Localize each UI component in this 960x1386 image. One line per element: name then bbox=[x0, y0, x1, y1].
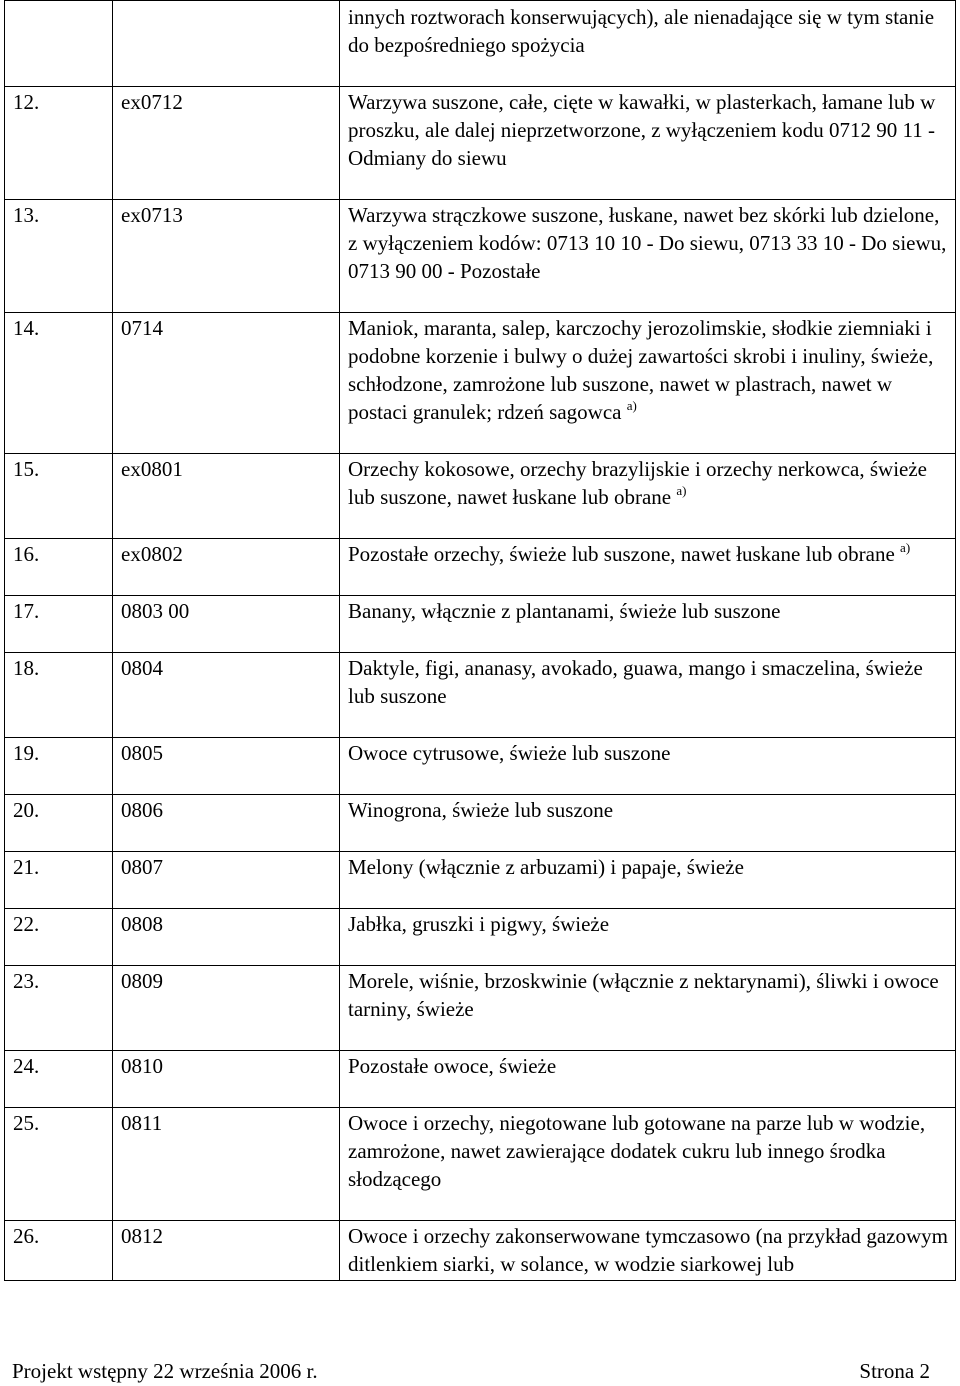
row-number: 21. bbox=[5, 852, 113, 909]
row-description-text: Morele, wiśnie, brzoskwinie (włącznie z nektarynami), śliwki i owoce tarniny, świeże bbox=[348, 969, 939, 1021]
row-code: 0812 bbox=[113, 1221, 340, 1281]
table-row bbox=[5, 909, 956, 966]
table-row bbox=[5, 1221, 956, 1281]
row-description bbox=[340, 87, 956, 200]
row-code bbox=[113, 1, 340, 87]
row-number: 14. bbox=[5, 313, 113, 454]
row-description bbox=[340, 1108, 956, 1221]
page-footer bbox=[12, 1357, 930, 1385]
row-number: 26. bbox=[5, 1221, 113, 1281]
table-row bbox=[5, 539, 956, 596]
table-row bbox=[5, 1, 956, 87]
row-description bbox=[340, 313, 956, 454]
table-row bbox=[5, 596, 956, 653]
row-number: 17. bbox=[5, 596, 113, 653]
table-row bbox=[5, 87, 956, 200]
row-number: 20. bbox=[5, 795, 113, 852]
row-code: 0805 bbox=[113, 738, 340, 795]
row-description bbox=[340, 966, 956, 1051]
table-row bbox=[5, 852, 956, 909]
row-number: 24. bbox=[5, 1051, 113, 1108]
row-description-text: Warzywa suszone, całe, cięte w kawałki, w plasterkach, łamane lub w proszku, ale dalej nieprzetworzone, z wyłączeniem kodu 0712 90 11 - Odmiany do siewu bbox=[348, 90, 936, 170]
row-description-text: Pozostałe owoce, świeże bbox=[348, 1054, 557, 1078]
table-row bbox=[5, 1108, 956, 1221]
row-code: ex0802 bbox=[113, 539, 340, 596]
row-description-text: Owoce i orzechy zakonserwowane tymczasowo (na przykład gazowym ditlenkiem siarki, w solance, w wodzie siarkowej lub bbox=[348, 1224, 949, 1276]
row-number: 23. bbox=[5, 966, 113, 1051]
products-table-body bbox=[5, 1, 956, 1281]
row-description-text: Pozostałe orzechy, świeże lub suszone, nawet łuskane lub obrane bbox=[348, 542, 895, 566]
row-number: 13. bbox=[5, 200, 113, 313]
table-row bbox=[5, 313, 956, 454]
row-description-text: Banany, włącznie z plantanami, świeże lub suszone bbox=[348, 599, 781, 623]
row-number: 16. bbox=[5, 539, 113, 596]
row-code: 0803 00 bbox=[113, 596, 340, 653]
row-description bbox=[340, 200, 956, 313]
footnote-marker: a) bbox=[676, 483, 687, 498]
row-code: 0804 bbox=[113, 653, 340, 738]
footer-page-number: Strona 2 bbox=[859, 1359, 930, 1383]
row-description bbox=[340, 1221, 956, 1281]
row-code: 0807 bbox=[113, 852, 340, 909]
footnote-marker: a) bbox=[900, 540, 911, 555]
row-description-text: Melony (włącznie z arbuzami) i papaje, świeże bbox=[348, 855, 744, 879]
table-row bbox=[5, 1051, 956, 1108]
row-number: 12. bbox=[5, 87, 113, 200]
row-code: 0808 bbox=[113, 909, 340, 966]
row-description bbox=[340, 454, 956, 539]
table-row bbox=[5, 795, 956, 852]
table-row bbox=[5, 738, 956, 795]
row-description bbox=[340, 909, 956, 966]
table-row bbox=[5, 200, 956, 313]
row-code: 0809 bbox=[113, 966, 340, 1051]
row-number bbox=[5, 1, 113, 87]
footnote-marker: a) bbox=[626, 398, 637, 413]
row-number: 22. bbox=[5, 909, 113, 966]
row-code: ex0713 bbox=[113, 200, 340, 313]
row-description bbox=[340, 539, 956, 596]
row-code: ex0712 bbox=[113, 87, 340, 200]
row-description bbox=[340, 738, 956, 795]
row-description bbox=[340, 1051, 956, 1108]
table-row bbox=[5, 966, 956, 1051]
row-description-text: Jabłka, gruszki i pigwy, świeże bbox=[348, 912, 610, 936]
row-description-text: Orzechy kokosowe, orzechy brazylijskie i orzechy nerkowca, świeże lub suszone, nawet łuskane lub obrane bbox=[348, 457, 927, 509]
row-description-text: Winogrona, świeże lub suszone bbox=[348, 798, 614, 822]
row-code: 0714 bbox=[113, 313, 340, 454]
row-number: 15. bbox=[5, 454, 113, 539]
row-description-text: Warzywa strączkowe suszone, łuskane, nawet bez skórki lub dzielone, z wyłączeniem kodów: 0713 10 10 - Do siewu, 0713 33 10 - Do siewu, 0713 90 00 - Pozostałe bbox=[348, 203, 947, 283]
row-code: 0810 bbox=[113, 1051, 340, 1108]
row-description-text: Owoce cytrusowe, świeże lub suszone bbox=[348, 741, 671, 765]
row-description-text: innych roztworach konserwujących), ale nienadające się w tym stanie do bezpośredniego spożycia bbox=[348, 5, 935, 57]
row-description-text: Maniok, maranta, salep, karczochy jerozolimskie, słodkie ziemniaki i podobne korzenie i bulwy o dużej zawartości skrobi i inuliny, świeże, schłodzone, zamrożone lub suszone, nawet w plastrach, nawet w postaci granulek; rdzeń sagowca bbox=[348, 316, 934, 424]
row-description bbox=[340, 795, 956, 852]
row-number: 19. bbox=[5, 738, 113, 795]
table-row bbox=[5, 454, 956, 539]
row-description bbox=[340, 596, 956, 653]
footer-draft-date: Projekt wstępny 22 września 2006 r. bbox=[12, 1359, 318, 1383]
row-description bbox=[340, 1, 956, 87]
row-code: 0811 bbox=[113, 1108, 340, 1221]
row-number: 25. bbox=[5, 1108, 113, 1221]
row-description bbox=[340, 653, 956, 738]
row-description-text: Daktyle, figi, ananasy, avokado, guawa, mango i smaczelina, świeże lub suszone bbox=[348, 656, 923, 708]
row-code: ex0801 bbox=[113, 454, 340, 539]
products-table bbox=[4, 0, 956, 1281]
row-number: 18. bbox=[5, 653, 113, 738]
row-code: 0806 bbox=[113, 795, 340, 852]
table-row bbox=[5, 653, 956, 738]
row-description bbox=[340, 852, 956, 909]
row-description-text: Owoce i orzechy, niegotowane lub gotowane na parze lub w wodzie, zamrożone, nawet zawierające dodatek cukru lub innego środka słodzącego bbox=[348, 1111, 926, 1191]
